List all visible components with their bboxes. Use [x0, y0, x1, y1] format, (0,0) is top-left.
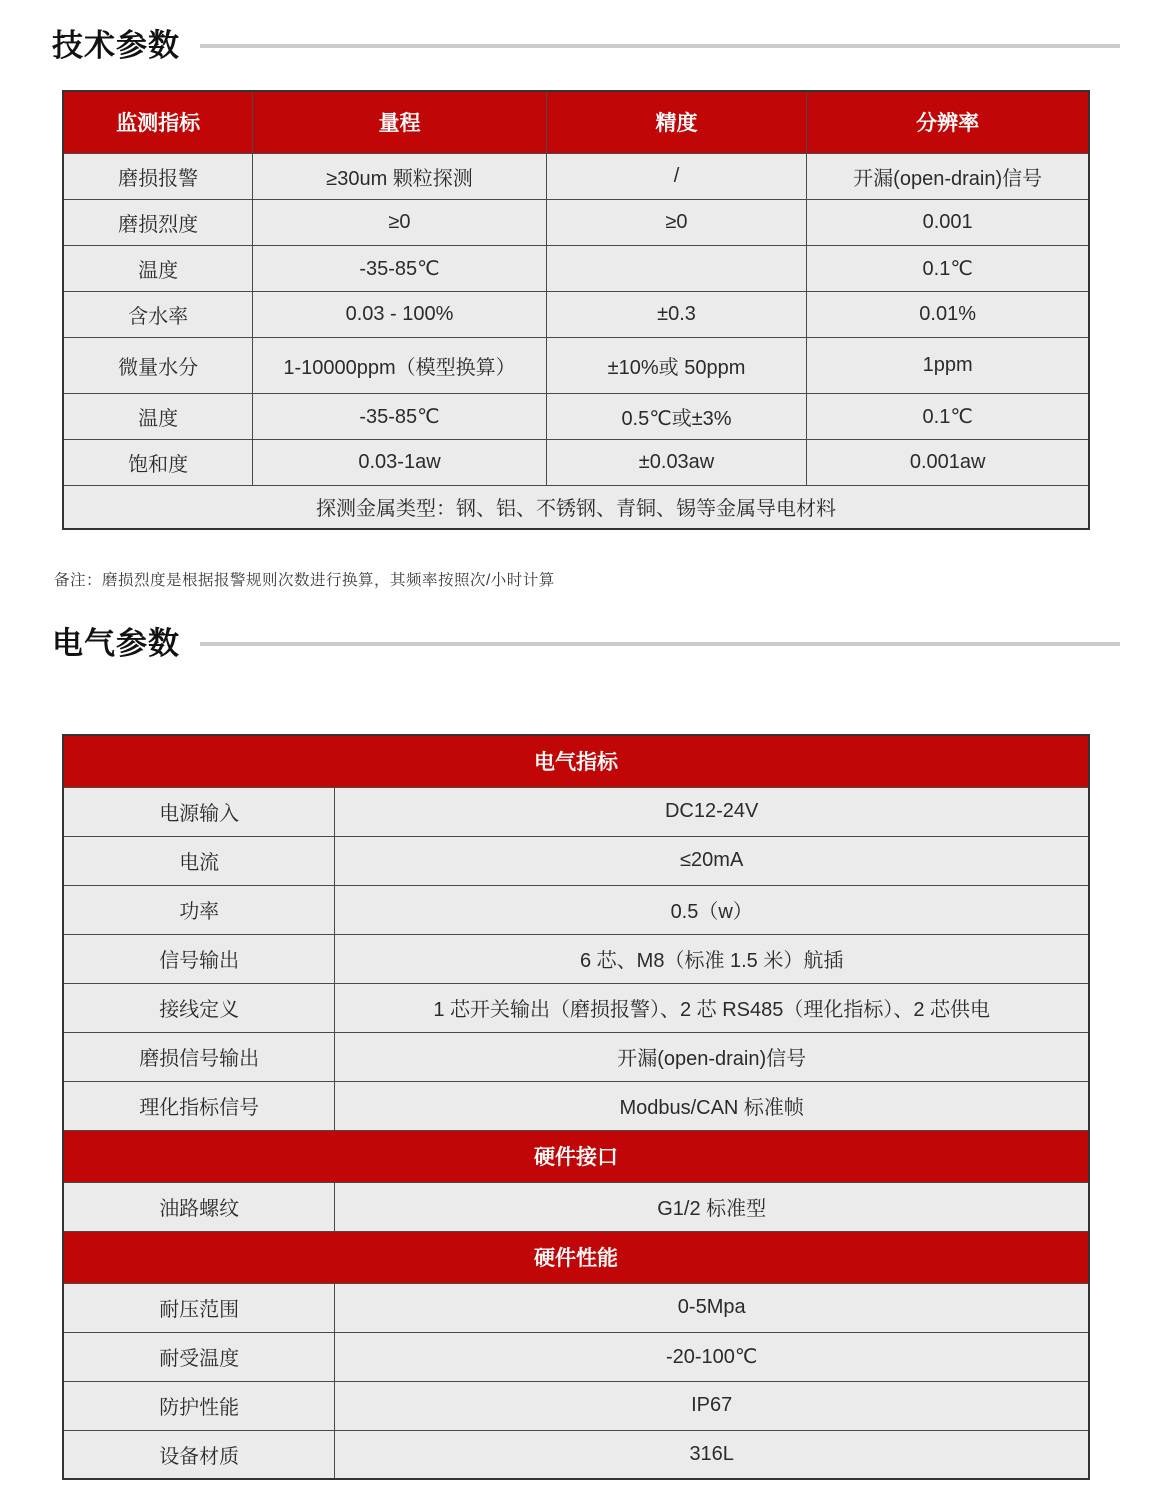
range-cell: ≥30um 颗粒探测 — [253, 153, 546, 199]
param-label-cell: 电源输入 — [63, 787, 335, 836]
table-row — [63, 337, 1089, 393]
param-label-cell: 耐压范围 — [63, 1283, 335, 1332]
range-cell: 0.03 - 100% — [253, 291, 546, 337]
table-row — [63, 1182, 1089, 1231]
table-row — [63, 1032, 1089, 1081]
resolution-cell: 0.01% — [807, 291, 1089, 337]
resolution-cell: 1ppm — [807, 337, 1089, 393]
range-cell: 1-10000ppm（模型换算） — [253, 337, 546, 393]
param-value-cell: 0-5Mpa — [335, 1283, 1089, 1332]
metric-cell: 磨损烈度 — [63, 199, 253, 245]
column-header-range: 量程 — [253, 91, 546, 153]
table-row — [63, 836, 1089, 885]
column-header-metric: 监测指标 — [63, 91, 253, 153]
tech-params-table — [62, 90, 1090, 530]
param-value-cell: 316L — [335, 1430, 1089, 1479]
column-header-resolution: 分辨率 — [807, 91, 1089, 153]
section-band-row — [63, 1130, 1089, 1182]
param-value-cell: 0.5（w） — [335, 885, 1089, 934]
accuracy-cell: ±0.3 — [546, 291, 807, 337]
metric-cell: 温度 — [63, 393, 253, 439]
accuracy-cell: / — [546, 153, 807, 199]
table-row — [63, 1081, 1089, 1130]
param-label-cell: 理化指标信号 — [63, 1081, 335, 1130]
table-row — [63, 934, 1089, 983]
band-title-hardware-interface: 硬件接口 — [63, 1130, 1089, 1182]
metric-cell: 含水率 — [63, 291, 253, 337]
param-value-cell: -20-100℃ — [335, 1332, 1089, 1381]
resolution-cell: 0.001aw — [807, 439, 1089, 485]
resolution-cell: 开漏(open-drain)信号 — [807, 153, 1089, 199]
param-label-cell: 耐受温度 — [63, 1332, 335, 1381]
table-row — [63, 885, 1089, 934]
metric-cell: 磨损报警 — [63, 153, 253, 199]
tech-section-title: 技术参数 — [52, 28, 180, 63]
table-row — [63, 393, 1089, 439]
title-divider-line — [200, 642, 1120, 646]
param-label-cell: 防护性能 — [63, 1381, 335, 1430]
param-label-cell: 接线定义 — [63, 983, 335, 1032]
accuracy-cell: ±0.03aw — [546, 439, 807, 485]
resolution-cell: 0.1℃ — [807, 393, 1089, 439]
tech-note: 备注：磨损烈度是根据报警规则次数进行换算，其频率按照次/小时计算 — [54, 572, 555, 589]
range-cell: ≥0 — [253, 199, 546, 245]
table-row — [63, 291, 1089, 337]
param-label-cell: 油路螺纹 — [63, 1182, 335, 1231]
band-title-electrical: 电气指标 — [63, 735, 1089, 787]
table-row — [63, 983, 1089, 1032]
metric-cell: 饱和度 — [63, 439, 253, 485]
table-row — [63, 1381, 1089, 1430]
param-label-cell: 信号输出 — [63, 934, 335, 983]
column-header-accuracy: 精度 — [546, 91, 807, 153]
accuracy-cell: ≥0 — [546, 199, 807, 245]
electric-params-table — [62, 734, 1090, 1480]
table-row — [63, 153, 1089, 199]
accuracy-cell — [546, 245, 807, 291]
detectable-metals-note: 探测金属类型：钢、铝、不锈钢、青铜、锡等金属导电材料 — [63, 485, 1089, 529]
param-value-cell: IP67 — [335, 1381, 1089, 1430]
param-value-cell: DC12-24V — [335, 787, 1089, 836]
electric-section-header — [52, 624, 1120, 664]
electric-section-title: 电气参数 — [52, 626, 180, 661]
table-row — [63, 1332, 1089, 1381]
param-value-cell: G1/2 标准型 — [335, 1182, 1089, 1231]
section-band-row — [63, 735, 1089, 787]
table-row — [63, 439, 1089, 485]
param-value-cell: ≤20mA — [335, 836, 1089, 885]
accuracy-cell: ±10%或 50ppm — [546, 337, 807, 393]
tech-section-header — [52, 26, 1120, 66]
table-row — [63, 245, 1089, 291]
resolution-cell: 0.001 — [807, 199, 1089, 245]
resolution-cell: 0.1℃ — [807, 245, 1089, 291]
param-value-cell: 1 芯开关输出（磨损报警）、2 芯 RS485（理化指标）、2 芯供电 — [335, 983, 1089, 1032]
param-value-cell: 6 芯、M8（标准 1.5 米）航插 — [335, 934, 1089, 983]
title-divider-line — [200, 44, 1120, 48]
param-label-cell: 设备材质 — [63, 1430, 335, 1479]
table-row — [63, 199, 1089, 245]
param-label-cell: 磨损信号输出 — [63, 1032, 335, 1081]
range-cell: -35-85℃ — [253, 393, 546, 439]
band-title-hardware-performance: 硬件性能 — [63, 1231, 1089, 1283]
table-row — [63, 787, 1089, 836]
param-value-cell: Modbus/CAN 标准帧 — [335, 1081, 1089, 1130]
tech-table-header-row — [63, 91, 1089, 153]
metric-cell: 温度 — [63, 245, 253, 291]
range-cell: 0.03-1aw — [253, 439, 546, 485]
metric-cell: 微量水分 — [63, 337, 253, 393]
table-row — [63, 1283, 1089, 1332]
section-band-row — [63, 1231, 1089, 1283]
param-value-cell: 开漏(open-drain)信号 — [335, 1032, 1089, 1081]
param-label-cell: 功率 — [63, 885, 335, 934]
accuracy-cell: 0.5℃或±3% — [546, 393, 807, 439]
table-row — [63, 1430, 1089, 1479]
range-cell: -35-85℃ — [253, 245, 546, 291]
table-footer-row — [63, 485, 1089, 529]
param-label-cell: 电流 — [63, 836, 335, 885]
